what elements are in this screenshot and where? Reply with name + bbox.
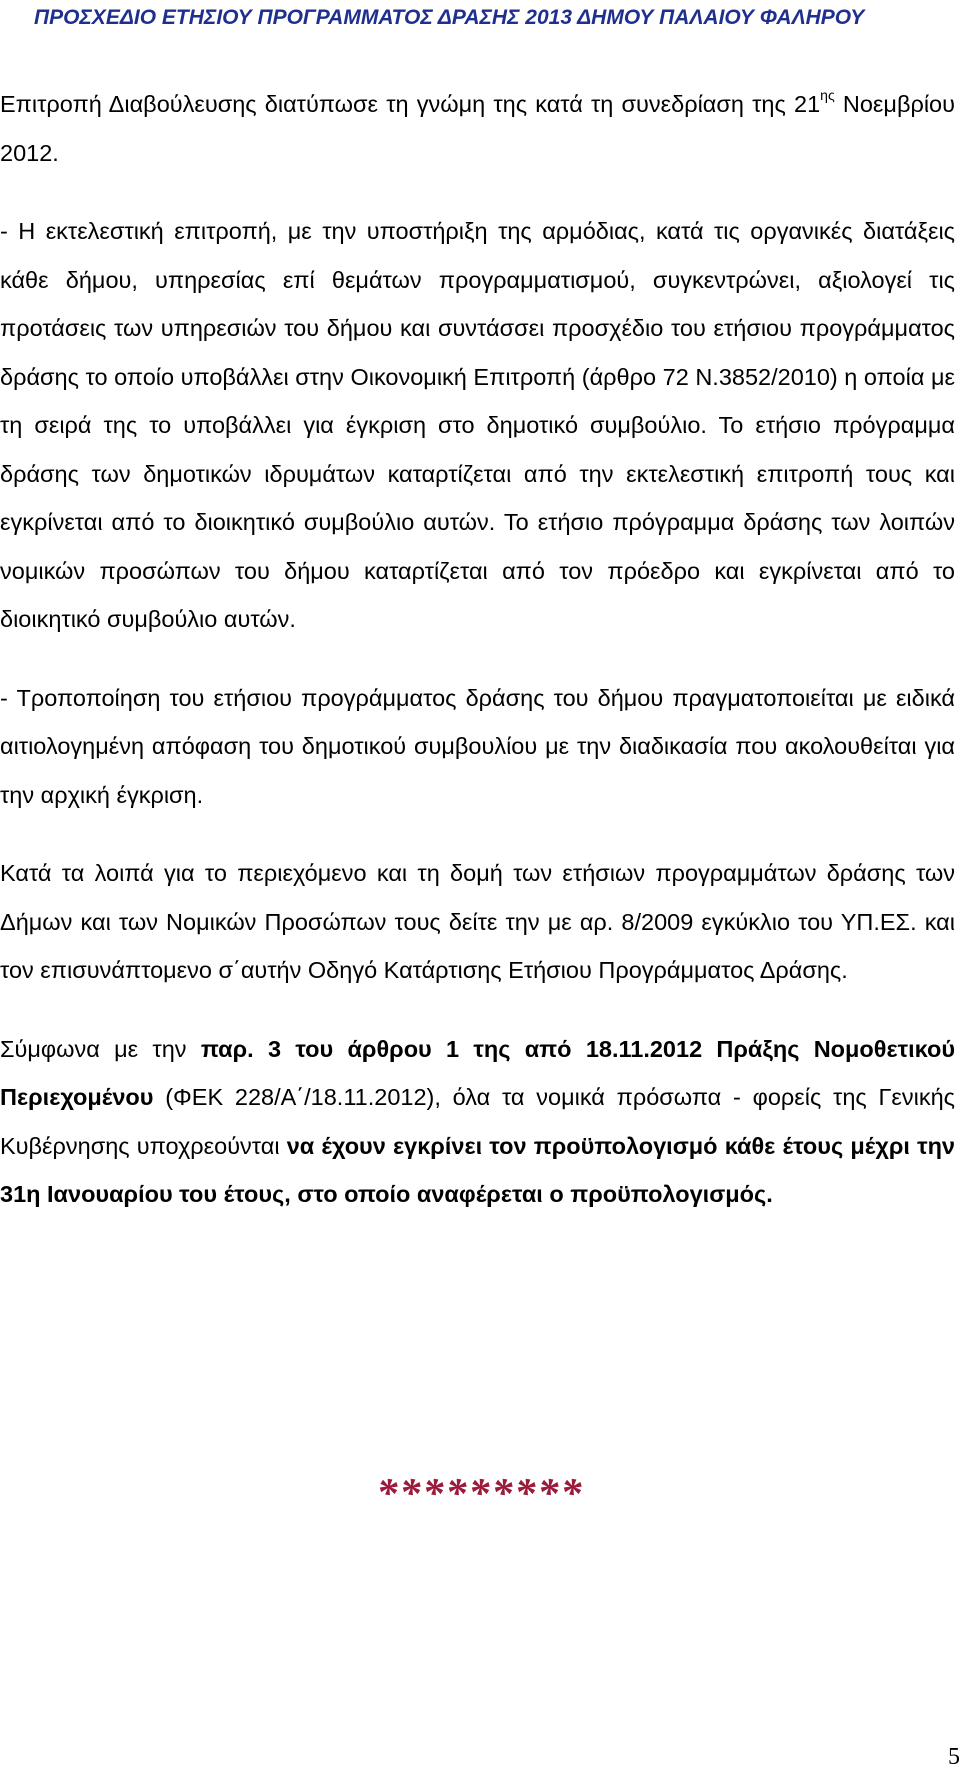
text-run: Νοεμβρίου 2012. xyxy=(0,91,955,166)
section-separator: ********* xyxy=(376,1471,584,1517)
ordinal-suffix: ης xyxy=(820,87,835,103)
document-body xyxy=(0,80,955,1219)
document-header: ΠΡΟΣΧΕΔΙΟ ΕΤΗΣΙΟΥ ΠΡΟΓΡΑΜΜΑΤΟΣ ΔΡΑΣΗΣ 2013 ΔΗΜΟΥ ΠΑΛΑΙΟΥ ΦΑΛΗΡΟΥ xyxy=(34,6,865,29)
text-run: Σύμφωνα με την xyxy=(0,1035,201,1062)
text-run: Επιτροπή Διαβούλευσης διατύπωσε τη γνώμη της κατά τη συνεδρίαση της 21 xyxy=(0,91,821,117)
bold-text-run: να έχουν εγκρίνει τον προϋπολογισμό κάθε έτους μέχρι την 31η Ιανουαρίου του έτους, στο οποίο αναφέρεται ο προϋπολογισμός. xyxy=(0,1132,955,1207)
paragraph-circular-reference: Κατά τα λοιπά για το περιεχόμενο και τη δομή των ετήσιων προγραμμάτων δράσης των Δήμων και των Νομικών Προσώπων τους δείτε την με αρ. 8/2009 εγκύκλιο του ΥΠ.ΕΣ. και τον επισυνάπτομενο σ΄αυτήν Οδηγό Κατάρτισης Ετήσιου Προγράμματος Δράσης. xyxy=(0,860,955,983)
text-run: (ΦΕΚ 228/Α΄/18.11.2012), όλα τα νομικά πρόσωπα - φορείς της Γενικής Κυβέρνησης υποχρεούνται xyxy=(0,1084,955,1159)
paragraph-legislative-act xyxy=(0,1025,955,1219)
paragraph-executive-committee: - Η εκτελεστική επιτροπή, με την υποστήριξη της αρμόδιας, κατά τις οργανικές διατάξεις κάθε δήμου, υπηρεσίας επί θεμάτων προγραμματισμού, συγκεντρώνει, αξιολογεί τις προτάσεις των υπηρεσιών του δήμου και συντάσσει προσχέδιο του ετήσιου προγράμματος δράσης το οποίο υποβάλλει στην Οικονομική Επιτροπή (άρθρο 72 Ν.3852/2010) η οποία με τη σειρά της το υποβάλλει για έγκριση στο δημοτικό συμβούλιο. Το ετήσιο πρόγραμμα δράσης των δημοτικών ιδρυμάτων καταρτίζεται από την εκτελεστική επιτροπή τους και εγκρίνεται από το διοικητικό συμβούλιο αυτών. Το ετήσιο πρόγραμμα δράσης των λοιπών νομικών προσώπων του δήμου καταρτίζεται από τον πρόεδρο και εγκρίνεται από το διοικητικό συμβούλιο αυτών. xyxy=(0,218,955,632)
page-number: 5 xyxy=(948,1744,960,1770)
bold-text-run: παρ. 3 του άρθρου 1 της από 18.11.2012 Πράξης Νομοθετικού Περιεχομένου xyxy=(0,1035,955,1110)
paragraph-amendment: - Τροποποίηση του ετήσιου προγράμματος δράσης του δήμου πραγματοποιείται με ειδικά αιτιολογημένη απόφαση του δημοτικού συμβουλίου με την διαδικασία που ακολουθείται για την αρχική έγκριση. xyxy=(0,684,955,808)
paragraph-consultation xyxy=(0,80,955,177)
